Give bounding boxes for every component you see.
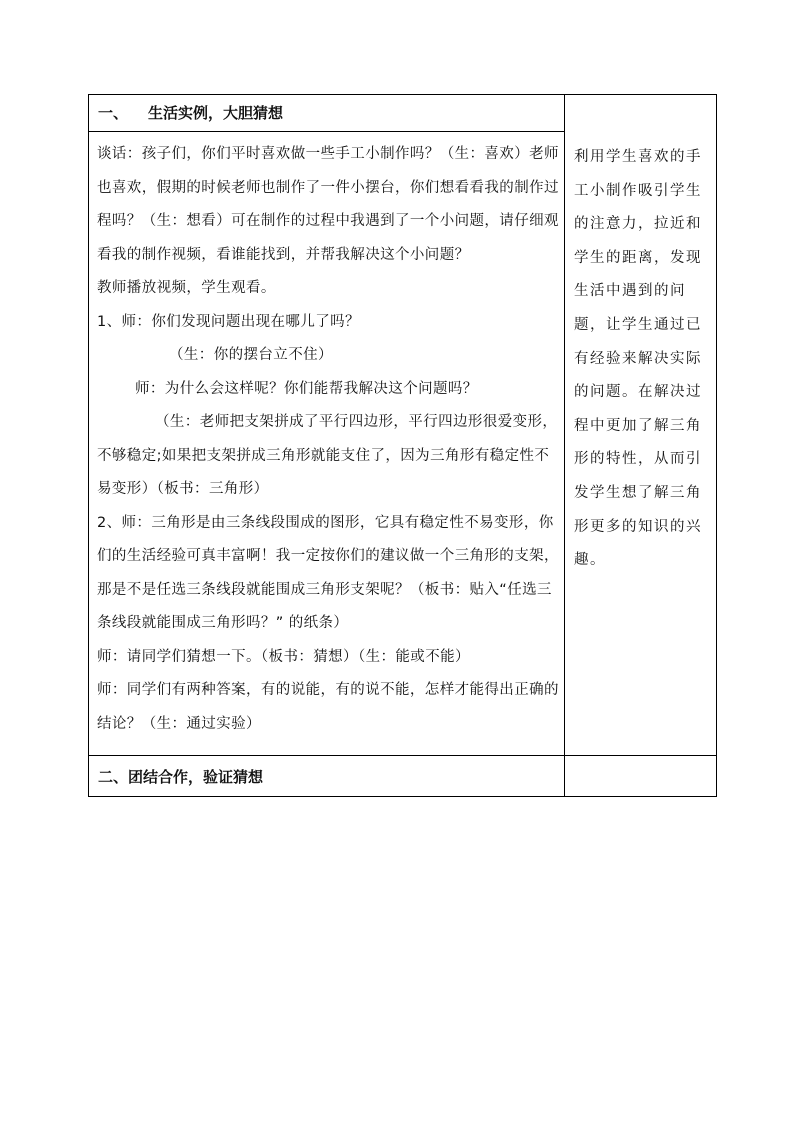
paragraph-student-answer-2: （生：老师把支架拼成了平行四边形，平行四边形很爱变形，不够稳定;如果把支架拼成三角形就能支住了，因为三角形有稳定性不易变形）（板书：三角形）	[97, 414, 558, 497]
side-note-cell	[565, 95, 717, 756]
paragraph-question-1: 1、师：你们发现问题出现在哪儿了吗？	[97, 313, 360, 330]
section2-heading: 二、团结合作，验证猜想	[89, 756, 565, 797]
paragraph-student-answer-1: （生：你的摆台立不住）	[169, 347, 333, 363]
side-note-text: 利用学生喜欢的手工小制作吸引学生的注意力，拉近和学生的距离，发现生活中遇到的问题，让学生通过已有经验来解决实际的问题。在解决过程中更加了解三角形的特性，从而引发学生想了解三角形更多的知识的兴趣。	[574, 149, 702, 569]
section1-title: 生活实例，大胆猜想	[148, 104, 284, 122]
section1-number: 一、	[98, 104, 129, 122]
section1-heading	[89, 95, 565, 132]
paragraph-experiment: 师：同学们有两种答案，有的说能，有的说不能，怎样才能得出正确的结论？（生：通过实验）	[97, 682, 559, 732]
paragraph-dialogue-intro: 谈话：孩子们，你们平时喜欢做一些手工小制作吗？（生：喜欢）老师也喜欢，假期的时候老师也制作了一件小摆台，你们想看看我的制作过程吗？（生：想看）可在制作的过程中我遇到了一个小问题，请仔细观看我的制作视频，看谁能找到，并帮我解决这个小问题？	[97, 146, 559, 263]
section1-body	[89, 132, 565, 756]
paragraph-question-2: 2、师：三角形是由三条线段围成的图形，它具有稳定性不易变形，你们的生活经验可真丰富啊！我一定按你们的建议做一个三角形的支架，那是不是任选三条线段就能围成三角形支架呢？（板书：贴入“任选三条线段就能围成三角形吗？” 的纸条）	[97, 514, 559, 631]
section1-heading-row	[89, 95, 717, 132]
paragraph-teacher-question-2: 师：为什么会这样呢？你们能帮我解决这个问题吗？	[135, 380, 478, 397]
paragraph-video: 教师播放视频，学生观看。	[97, 280, 276, 296]
lesson-plan-table	[88, 94, 717, 797]
paragraph-guess: 师：请同学们猜想一下。（板书：猜想）（生：能或不能）	[97, 648, 470, 665]
section2-row	[89, 756, 717, 797]
section2-side-cell	[565, 756, 717, 797]
